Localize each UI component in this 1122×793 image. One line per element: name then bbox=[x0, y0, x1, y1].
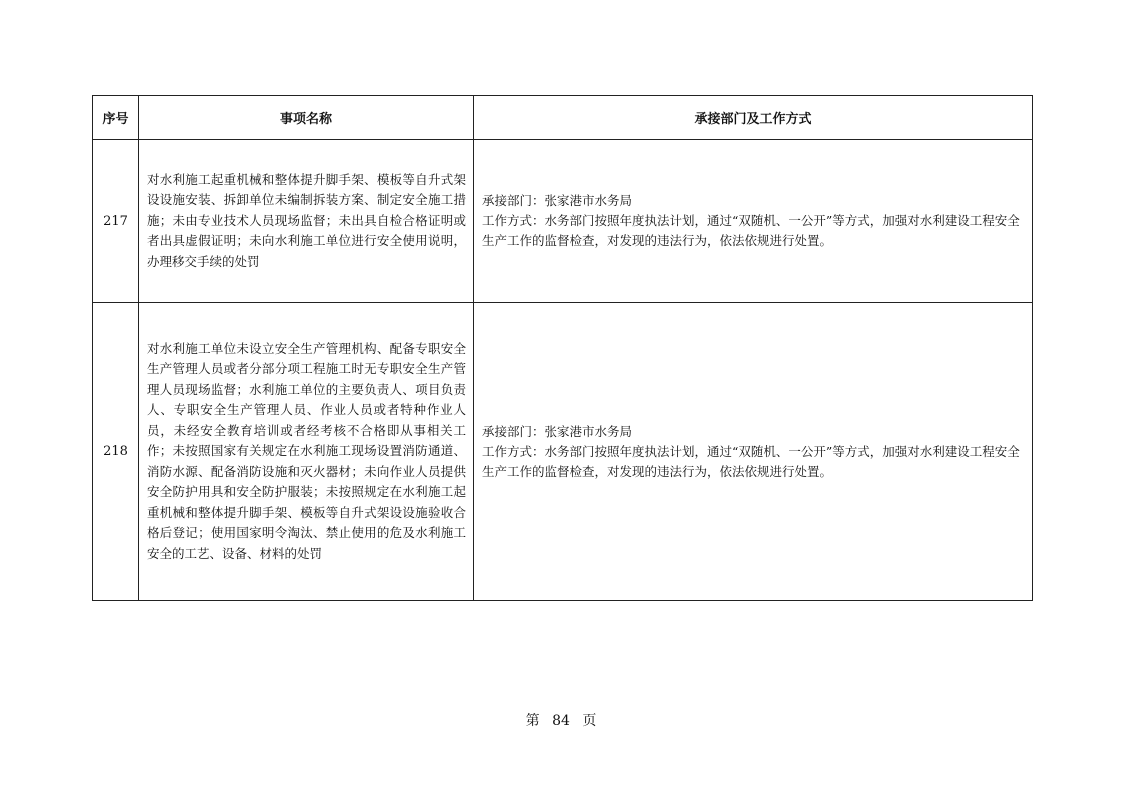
method-text: 工作方式：水务部门按照年度执法计划，通过“双随机、一公开”等方式，加强对水利建设工程安全生产工作的监督检查，对发现的违法行为，依法依规进行处置。 bbox=[482, 443, 1020, 479]
table-row bbox=[93, 303, 1033, 601]
department-method-cell bbox=[474, 140, 1033, 303]
department-text: 承接部门：张家港市水务局 bbox=[482, 423, 633, 439]
matters-table bbox=[92, 95, 1033, 601]
row-number: 217 bbox=[93, 140, 139, 303]
table-header-row bbox=[93, 96, 1033, 140]
department-method-cell bbox=[474, 303, 1033, 601]
item-name: 对水利施工起重机械和整体提升脚手架、模板等自升式架设设施安装、拆卸单位未编制拆装方案、制定安全施工措施；未由专业技术人员现场监督；未出具自检合格证明或者出具虚假证明；未向水利施工单位进行安全使用说明，办理移交手续的处罚 bbox=[139, 140, 474, 303]
page-footer bbox=[0, 710, 1122, 730]
header-item-name: 事项名称 bbox=[139, 96, 474, 140]
method-text: 工作方式：水务部门按照年度执法计划，通过“双随机、一公开”等方式，加强对水利建设工程安全生产工作的监督检查，对发现的违法行为，依法依规进行处置。 bbox=[482, 213, 1020, 248]
row-number: 218 bbox=[93, 303, 139, 601]
department-text: 承接部门：张家港市水务局 bbox=[482, 193, 633, 208]
header-number: 序号 bbox=[93, 96, 139, 140]
page-number: 84 bbox=[552, 713, 570, 729]
page-prefix: 第 bbox=[525, 713, 540, 729]
page-suffix: 页 bbox=[582, 713, 597, 729]
header-department-method: 承接部门及工作方式 bbox=[474, 96, 1033, 140]
table-row bbox=[93, 140, 1033, 303]
item-name: 对水利施工单位未设立安全生产管理机构、配备专职安全生产管理人员或者分部分项工程施工时无专职安全生产管理人员现场监督；水利施工单位的主要负责人、项目负责人、专职安全生产管理人员、作业人员或者特种作业人员，未经安全教育培训或者经考核不合格即从事相关工作；未按照国家有关规定在水利施工现场设置消防通道、消防水源、配备消防设施和灭火器材；未向作业人员提供安全防护用具和安全防护服装；未按照规定在水利施工起重机械和整体提升脚手架、模板等自升式架设设施验收合格后登记；使用国家明令淘汰、禁止使用的危及水利施工安全的工艺、设备、材料的处罚 bbox=[139, 303, 474, 601]
